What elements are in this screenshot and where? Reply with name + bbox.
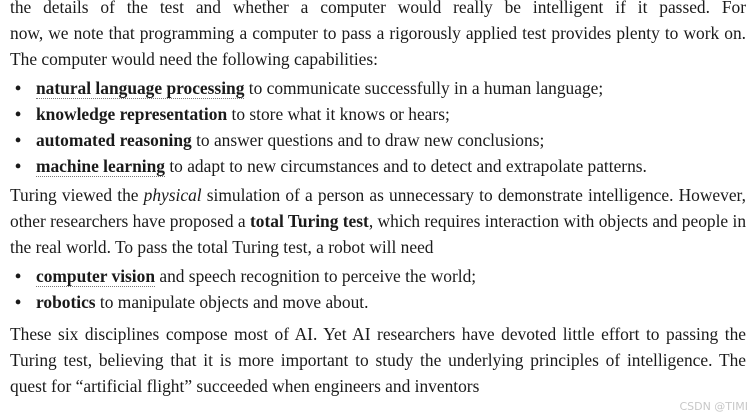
- turing-text-3: , which requires interaction with objects and people in the real world. To pass the total Turing test, a robot will need: [10, 211, 747, 257]
- watermark: CSDN @TIMI: [679, 400, 748, 413]
- term-automated-reasoning: automated reasoning: [36, 130, 192, 150]
- bullet-icon: •: [15, 266, 22, 286]
- bullet-icon: •: [15, 292, 22, 312]
- term-computer-vision: computer vision: [36, 266, 155, 286]
- list-item: [15, 75, 746, 101]
- term-description: to store what it knows or hears;: [227, 104, 450, 124]
- term-robotics: robotics: [36, 292, 96, 312]
- intro-paragraph: now, we note that programming a computer to pass a rigorously applied test provides plenty to work on. The computer would need the following capabilities:: [10, 23, 746, 69]
- robot-needs-list: [10, 263, 746, 315]
- term-natural-language-processing: natural language processing: [36, 78, 245, 98]
- term-total-turing-test: total Turing test: [249, 211, 369, 231]
- book-page: [10, 0, 746, 399]
- list-item: [15, 101, 746, 127]
- bullet-icon: •: [15, 78, 22, 98]
- bullet-icon: •: [15, 156, 22, 176]
- term-knowledge-representation: knowledge representation: [36, 104, 228, 124]
- term-description: and speech recognition to perceive the world;: [155, 266, 477, 286]
- turing-text-2: simulation of a person as unnecessary to demonstrate intelligence. However, other researchers have proposed a: [10, 185, 746, 231]
- list-item: [15, 127, 746, 153]
- turing-text-1: Turing viewed the: [10, 185, 144, 205]
- term-description: to communicate successfully in a human language;: [244, 78, 604, 98]
- term-description: to adapt to new circumstances and to detect and extrapolate patterns.: [164, 156, 647, 176]
- term-description: to answer questions and to draw new conclusions;: [191, 130, 545, 150]
- closing-paragraph: These six disciplines compose most of AI. Yet AI researchers have devoted little effort to passing the Turing test, believing that it is more important to study the underlying principles of intelligence. The quest for “artificial flight” succeeded when engineers and inventors: [10, 324, 746, 396]
- turing-emphasis: physical: [143, 185, 202, 205]
- list-item: [15, 153, 746, 179]
- bullet-icon: •: [15, 104, 22, 124]
- intro-line-1: the details of the test and whether a computer would really be intelligent if it passed. For: [10, 0, 746, 17]
- bullet-icon: •: [15, 130, 22, 150]
- turing-paragraph: [10, 182, 746, 260]
- term-machine-learning: machine learning: [36, 156, 165, 176]
- capabilities-list: [10, 75, 746, 179]
- list-item: [15, 263, 746, 289]
- term-description: to manipulate objects and move about.: [95, 292, 369, 312]
- list-item: [15, 289, 746, 315]
